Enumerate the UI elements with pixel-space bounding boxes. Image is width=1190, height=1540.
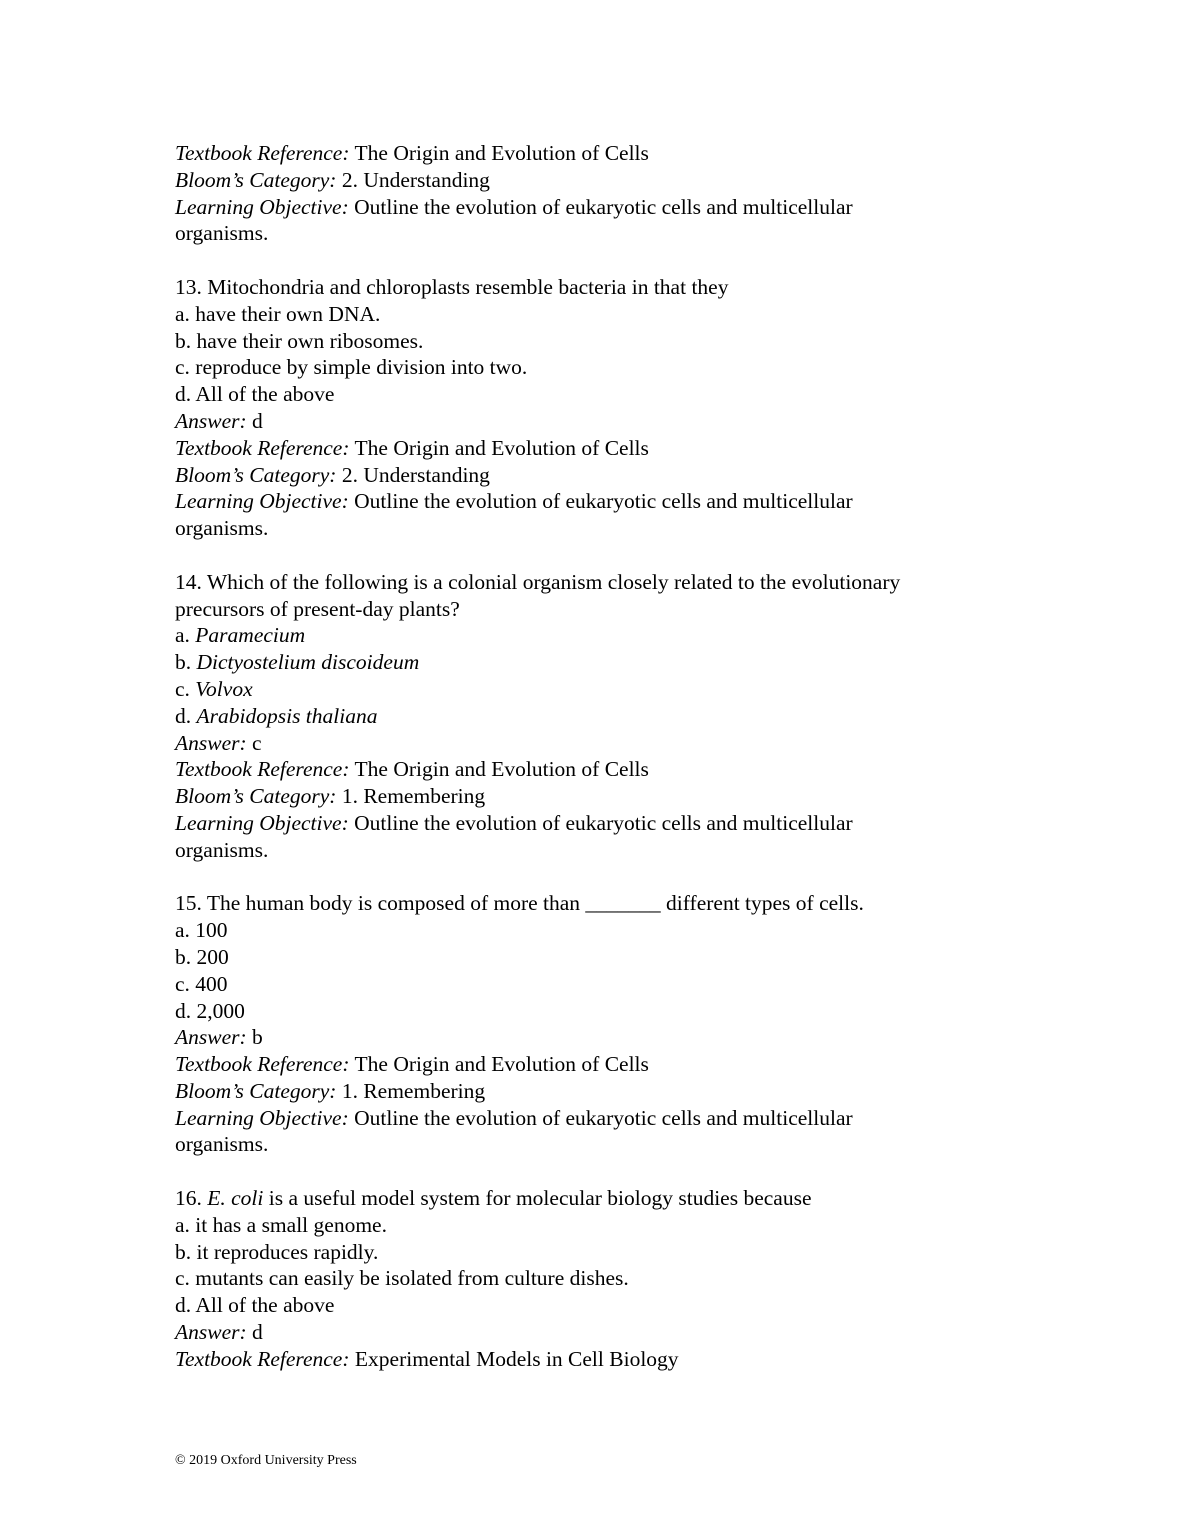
option-letter: d. [175,703,192,728]
answer-line [175,1024,1055,1051]
textbook-reference-label: Textbook Reference: [175,435,350,460]
answer-value: d [252,408,263,433]
textbook-reference-value: Experimental Models in Cell Biology [354,1346,679,1371]
answer-value: d [252,1320,263,1345]
question-text: 13. Mitochondria and chloroplasts resemble bacteria in that they [175,274,729,299]
option-b [175,649,1055,676]
option-a: a. it has a small genome. [175,1212,387,1237]
option-text: Dictyostelium discoideum [196,650,420,675]
option-a: a. 100 [175,918,228,943]
answer-line [175,730,1055,757]
learning-objective-value: Outline the evolution of eukaryotic cells and multicellular [354,489,853,514]
answer-label: Answer: [175,1025,247,1050]
learning-objective-label: Learning Objective: [175,810,349,835]
option-letter: a. [175,623,190,648]
option-b: b. have their own ribosomes. [175,328,424,353]
question-15 [175,890,1055,1158]
option-letter: b. [175,650,192,675]
textbook-reference-label: Textbook Reference: [175,1346,350,1371]
learning-objective-line [175,1105,1055,1132]
option-d: d. All of the above [175,1293,335,1318]
learning-objective-line [175,810,1055,837]
textbook-reference-value: The Origin and Evolution of Cells [354,1052,649,1077]
textbook-reference-label: Textbook Reference: [175,1052,350,1077]
option-a [175,622,1055,649]
question-text-continuation: precursors of present-day plants? [175,596,460,621]
answer-value: b [252,1025,263,1050]
blooms-category-value: 2. Understanding [341,462,490,487]
answer-value: c [252,730,262,755]
learning-objective-value: Outline the evolution of eukaryotic cells and multicellular [354,1105,853,1130]
blooms-category-value: 1. Remembering [341,1078,486,1103]
textbook-reference-line [175,435,1055,462]
option-d: d. All of the above [175,382,335,407]
option-text: Volvox [195,676,253,701]
textbook-reference-value: The Origin and Evolution of Cells [354,757,649,782]
answer-label: Answer: [175,408,247,433]
question-text [175,1185,1055,1212]
option-d [175,703,1055,730]
learning-objective-continuation: organisms. [175,221,269,246]
answer-label: Answer: [175,730,247,755]
answer-line [175,1319,1055,1346]
learning-objective-continuation: organisms. [175,837,269,862]
learning-objective-value: Outline the evolution of eukaryotic cells and multicellular [354,194,853,219]
option-c: c. reproduce by simple division into two. [175,355,528,380]
question-text: 14. Which of the following is a colonial organism closely related to the evolutionary [175,569,901,594]
option-b: b. it reproduces rapidly. [175,1239,379,1264]
document-page [175,140,1055,1373]
option-c: c. mutants can easily be isolated from culture dishes. [175,1266,629,1291]
question-text: 15. The human body is composed of more than _______ different types of cells. [175,891,864,916]
learning-objective-line [175,488,1055,515]
option-a: a. have their own DNA. [175,301,381,326]
blooms-category-line [175,167,1055,194]
option-text: Arabidopsis thaliana [196,703,378,728]
blooms-category-label: Bloom’s Category: [175,167,337,192]
blooms-category-label: Bloom’s Category: [175,1078,337,1103]
answer-line [175,408,1055,435]
textbook-reference-line [175,140,1055,167]
question-13 [175,274,1055,542]
textbook-reference-label: Textbook Reference: [175,757,350,782]
blooms-category-label: Bloom’s Category: [175,462,337,487]
textbook-reference-value: The Origin and Evolution of Cells [354,435,649,460]
option-c: c. 400 [175,971,228,996]
question-species: E. coli [207,1186,264,1211]
textbook-reference-line [175,1051,1055,1078]
option-b: b. 200 [175,944,229,969]
textbook-reference-line [175,1346,1055,1373]
option-c [175,676,1055,703]
answer-label: Answer: [175,1320,247,1345]
learning-objective-value: Outline the evolution of eukaryotic cells and multicellular [354,810,853,835]
question-number: 16. [175,1186,202,1211]
question-rest: is a useful model system for molecular biology studies because [268,1186,812,1211]
question-16 [175,1185,1055,1373]
learning-objective-label: Learning Objective: [175,489,349,514]
blooms-category-line [175,462,1055,489]
question-14 [175,569,1055,864]
learning-objective-continuation: organisms. [175,1132,269,1157]
learning-objective-label: Learning Objective: [175,194,349,219]
blooms-category-label: Bloom’s Category: [175,784,337,809]
option-letter: c. [175,676,190,701]
learning-objective-continuation: organisms. [175,516,269,541]
question-12-metadata [175,140,1055,247]
blooms-category-line [175,783,1055,810]
learning-objective-line [175,194,1055,221]
blooms-category-value: 2. Understanding [341,167,490,192]
textbook-reference-value: The Origin and Evolution of Cells [354,141,649,165]
textbook-reference-line [175,756,1055,783]
option-d: d. 2,000 [175,998,245,1023]
blooms-category-line [175,1078,1055,1105]
textbook-reference-label: Textbook Reference: [175,141,350,165]
copyright-footer: © 2019 Oxford University Press [175,1453,357,1468]
option-text: Paramecium [195,623,306,648]
learning-objective-label: Learning Objective: [175,1105,349,1130]
blooms-category-value: 1. Remembering [341,784,486,809]
